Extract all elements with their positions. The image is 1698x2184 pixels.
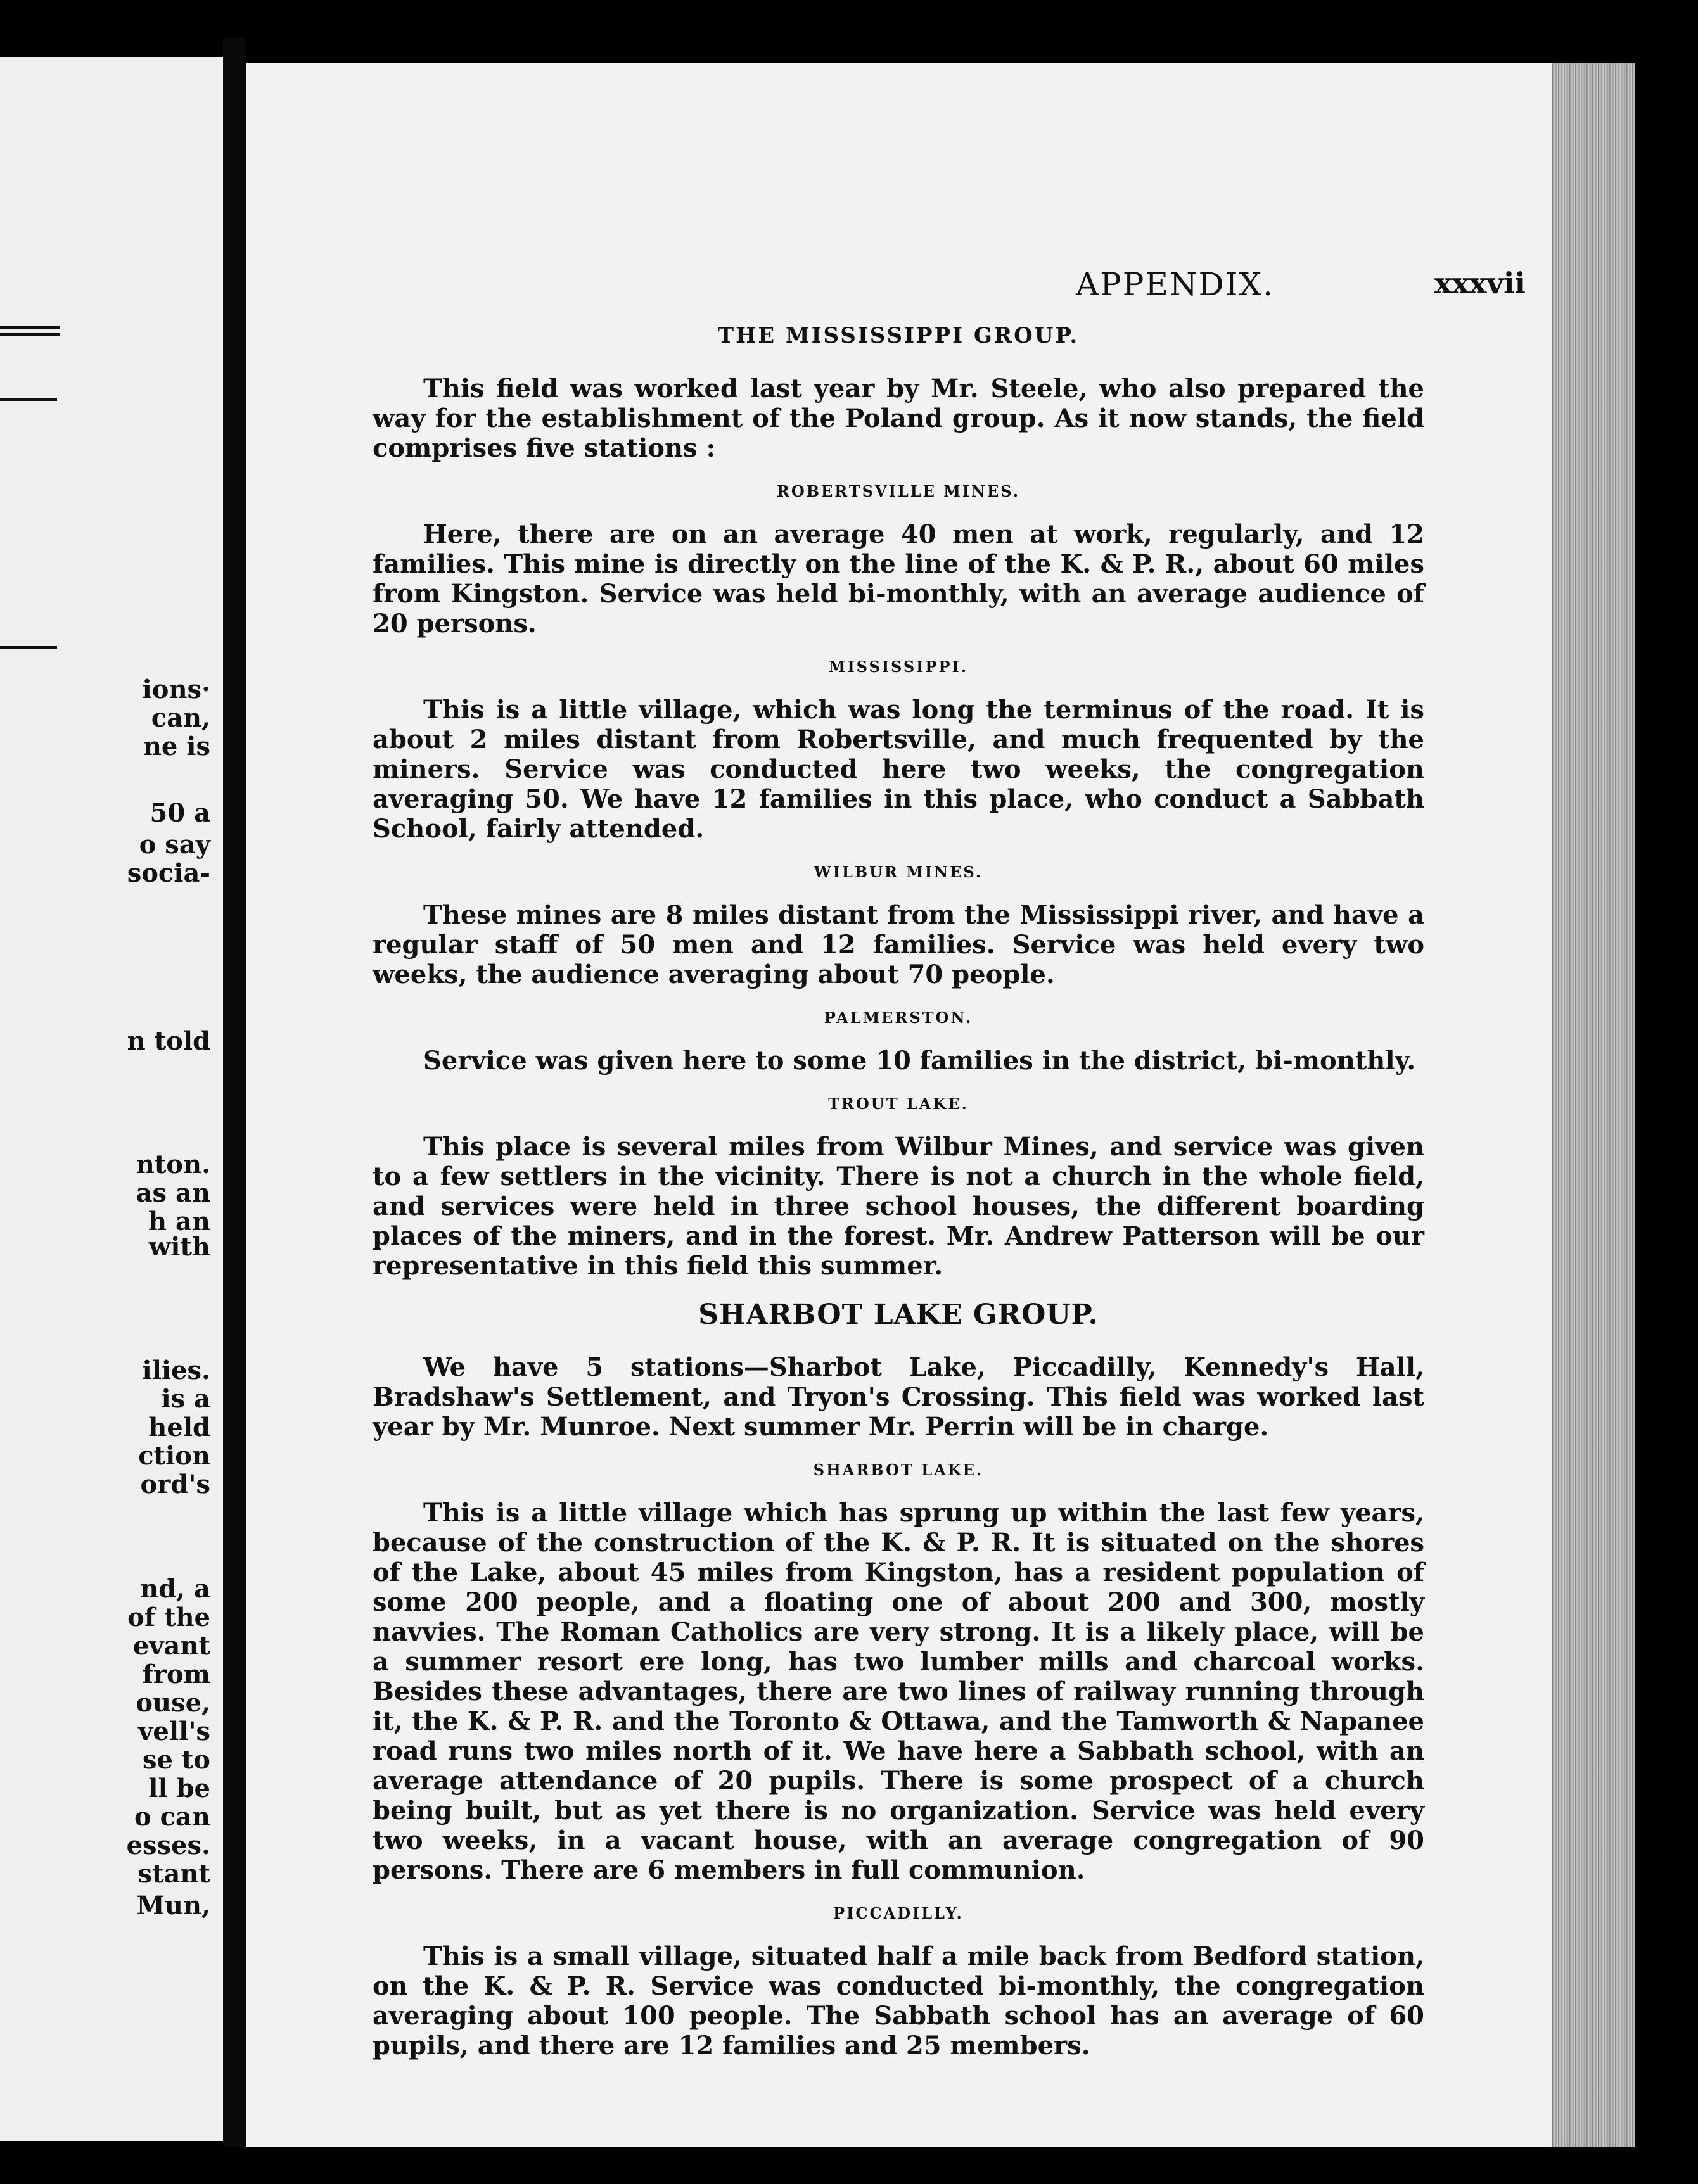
station-heading: PICCADILLY. xyxy=(833,1904,964,1922)
left-page-fragment: ilies. xyxy=(142,1355,210,1385)
left-page xyxy=(0,57,223,2141)
station-heading: SHARBOT LAKE. xyxy=(813,1461,984,1479)
left-page-fragment: ne is xyxy=(143,732,210,761)
book-gutter xyxy=(223,38,246,2147)
station-heading: PALMERSTON. xyxy=(824,1008,973,1027)
left-page-fragment: nton. xyxy=(136,1150,210,1179)
left-page-fragment: ll be xyxy=(148,1774,210,1803)
left-page-fragment: nd, a xyxy=(140,1574,210,1604)
left-page-fragment: held xyxy=(148,1413,210,1442)
station-paragraph: Here, there are on an average 40 men at work, regularly, and 12 families. This mine is directly on the line of the K. & P. R., about 60 miles from Kingston. Service was held bi-monthly, with an average audience of 20 persons. xyxy=(373,519,1424,638)
page-edges xyxy=(1552,63,1635,2147)
station-heading: TROUT LAKE. xyxy=(828,1095,969,1113)
left-page-fragment: h an xyxy=(148,1207,210,1236)
left-page-fragment: esses. xyxy=(126,1831,210,1860)
left-page-fragment: with xyxy=(148,1232,210,1262)
left-page-fragment: ions· xyxy=(142,675,210,704)
left-page-fragment: 50 a xyxy=(150,798,210,828)
left-page-fragment: Mun, xyxy=(136,1891,210,1921)
left-page-fragment: ord's xyxy=(140,1470,210,1499)
page-content xyxy=(373,317,1424,2060)
section-title: SHARBOT LAKE GROUP. xyxy=(698,1298,1099,1331)
section-intro: We have 5 stations—Sharbot Lake, Piccadilly, Kennedy's Hall, Bradshaw's Settlement, and Tryon's Crossing. This field was worked last year by Mr. Munroe. Next summer Mr. Perrin will be in charge. xyxy=(373,1352,1424,1442)
double-rule-bottom xyxy=(0,333,60,336)
left-page-fragment: vell's xyxy=(138,1717,210,1746)
double-rule-top xyxy=(0,326,60,329)
left-page-fragment: from xyxy=(142,1660,210,1689)
station-paragraph: Service was given here to some 10 families in the district, bi-monthly. xyxy=(423,1046,1416,1076)
station-paragraph: This is a little village which has sprung up within the last few years, because of the construction of the K. & P. R. It is situated on the shores of the Lake, about 45 miles from Kingston, has a resident population of some 200 people, and a floating one of about 200 and 300, mostly navvies. The Roman Catholics are very strong. It is a likely place, will be a summer resort ere long, has two lumber mills and charcoal works. Besides these advantages, there are two lines of railway running through it, the K. & P. R. and the Toronto & Ottawa, and the Tamworth & Napanee road runs two miles north of it. We have here a Sabbath school, with an average attendance of 20 pupils. There is some prospect of a church being built, but as yet there is no organization. Service was held every two weeks, in a vacant house, with an average congregation of 90 persons. There are 6 members in full communion. xyxy=(373,1498,1424,1885)
running-head xyxy=(373,266,1526,310)
rule xyxy=(0,646,57,649)
station-heading: MISSISSIPPI. xyxy=(828,657,969,676)
left-page-fragment: n told xyxy=(127,1026,210,1056)
page-number: xxxvii xyxy=(1434,266,1526,300)
left-page-fragment: evant xyxy=(132,1631,210,1661)
left-page-fragment: stant xyxy=(137,1859,210,1889)
station-paragraph: This is a small village, situated half a mile back from Bedford station, on the K. & P. R. Service was conducted bi-monthly, the congregation averaging about 100 people. The Sabbath school has an average of 60 pupils, and there are 12 families and 25 members. xyxy=(373,1941,1424,2060)
page-title: APPENDIX. xyxy=(1076,266,1274,303)
station-paragraph: This place is several miles from Wilbur Mines, and service was given to a few settlers in the vicinity. There is not a church in the whole field, and services were held in three school houses, the different boarding places of the miners, and in the forest. Mr. Andrew Patterson will be our representative in this field this summer. xyxy=(373,1132,1424,1281)
left-page-fragment: is a xyxy=(161,1384,210,1414)
left-page-fragment: as an xyxy=(136,1178,210,1208)
left-page-fragment: socia- xyxy=(127,858,210,888)
rule xyxy=(0,398,57,401)
left-page-fragment: can, xyxy=(151,703,210,733)
left-page-fragment: ouse, xyxy=(136,1688,210,1718)
left-page-fragment: se to xyxy=(142,1745,210,1775)
left-page-fragment: o say xyxy=(139,830,210,860)
station-heading: ROBERTSVILLE MINES. xyxy=(776,482,1021,500)
page xyxy=(246,63,1564,2147)
station-paragraph: These mines are 8 miles distant from the Mississippi river, and have a regular staff of 50 men and 12 families. Service was held every two weeks, the audience averaging about 70 people. xyxy=(373,900,1424,989)
station-heading: WILBUR MINES. xyxy=(814,863,983,881)
left-page-fragment: of the xyxy=(127,1603,210,1632)
section-title: THE MISSISSIPPI GROUP. xyxy=(717,323,1080,348)
section-intro: This field was worked last year by Mr. Steele, who also prepared the way for the establishment of the Poland group. As it now stands, the field comprises five stations : xyxy=(373,374,1424,463)
left-page-fragment: ction xyxy=(138,1441,210,1471)
left-page-fragment: o can xyxy=(134,1802,210,1832)
station-paragraph: This is a little village, which was long the terminus of the road. It is about 2 miles distant from Robertsville, and much frequented by the miners. Service was conducted here two weeks, the congregation averaging 50. We have 12 families in this place, who conduct a Sabbath School, fairly attended. xyxy=(373,695,1424,844)
